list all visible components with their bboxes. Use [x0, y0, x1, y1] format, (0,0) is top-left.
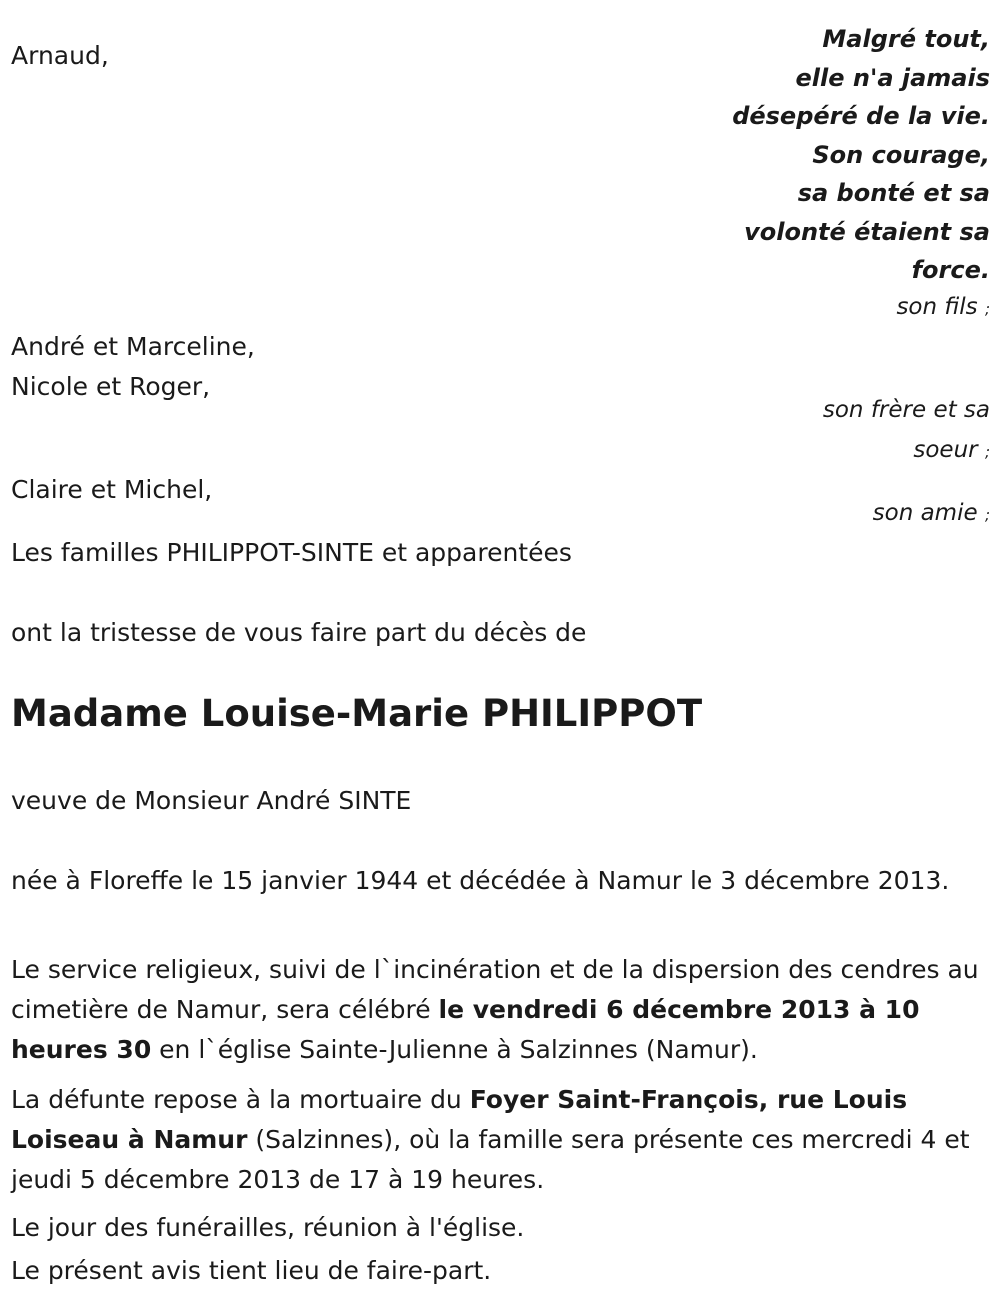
notice-text: Le présent avis tient lieu de faire-part. [11, 1256, 492, 1285]
quote-line: sa bonté et sa [797, 179, 990, 207]
service-date-time: le vendredi 6 décembre 2013 à 10 heures 30 [11, 995, 920, 1064]
service-paragraph [11, 950, 986, 1070]
role-siblings-line2: soeur [913, 437, 978, 463]
service-text: Le service religieux, suivi de l`incinération et de la dispersion des cendres au cimetière de Namur, sera célébré [11, 955, 979, 1024]
quote-line: elle n'a jamais [795, 63, 990, 92]
son-name: Arnaud, [11, 41, 109, 70]
quote-line: désepéré de la vie. [732, 102, 990, 130]
memorial-quote [690, 20, 990, 290]
widow-of-text: veuve de Monsieur André SINTE [11, 786, 412, 815]
sibling-2-names: Nicole et Roger, [11, 372, 211, 401]
role-separator: ; [984, 506, 990, 524]
role-son-text: son fils [896, 294, 978, 320]
repose-location: Foyer Saint-François, rue Louis Loiseau à Namur [11, 1085, 908, 1154]
quote-line: Son courage, [812, 140, 990, 169]
role-siblings [823, 390, 990, 472]
role-siblings-line1: son frère et sa [822, 397, 990, 423]
repose-details: (Salzinnes), où la famille sera présente ces mercredi 4 et jeudi 5 décembre 2013 de 17 à 19 heures. [11, 1125, 970, 1194]
quote-line: Malgré tout, [822, 25, 990, 53]
service-location: en l`église Sainte-Julienne à Salzinnes (Namur). [151, 1035, 758, 1064]
quote-line: volonté étaient sa [744, 217, 990, 246]
role-son [896, 287, 990, 329]
role-friend-text: son amie [872, 500, 978, 526]
families-line: Les familles PHILIPPOT-SINTE et apparentées [11, 538, 572, 567]
announcement-text: ont la tristesse de vous faire part du décès de [11, 618, 587, 647]
friend-names: Claire et Michel, [11, 475, 213, 504]
repose-text: La défunte repose à la mortuaire du [11, 1085, 470, 1114]
role-separator: ; [984, 443, 990, 461]
sibling-1-names: André et Marceline, [11, 332, 255, 361]
quote-line: force. [911, 256, 990, 284]
role-friend [873, 493, 990, 535]
birth-death-text: née à Floreffe le 15 janvier 1944 et décédée à Namur le 3 décembre 2013. [11, 866, 950, 895]
deceased-name: Madame Louise-Marie PHILIPPOT [11, 692, 703, 735]
repose-paragraph [11, 1080, 986, 1200]
role-separator: ; [984, 300, 990, 318]
meeting-text: Le jour des funérailles, réunion à l'église. [11, 1213, 525, 1242]
